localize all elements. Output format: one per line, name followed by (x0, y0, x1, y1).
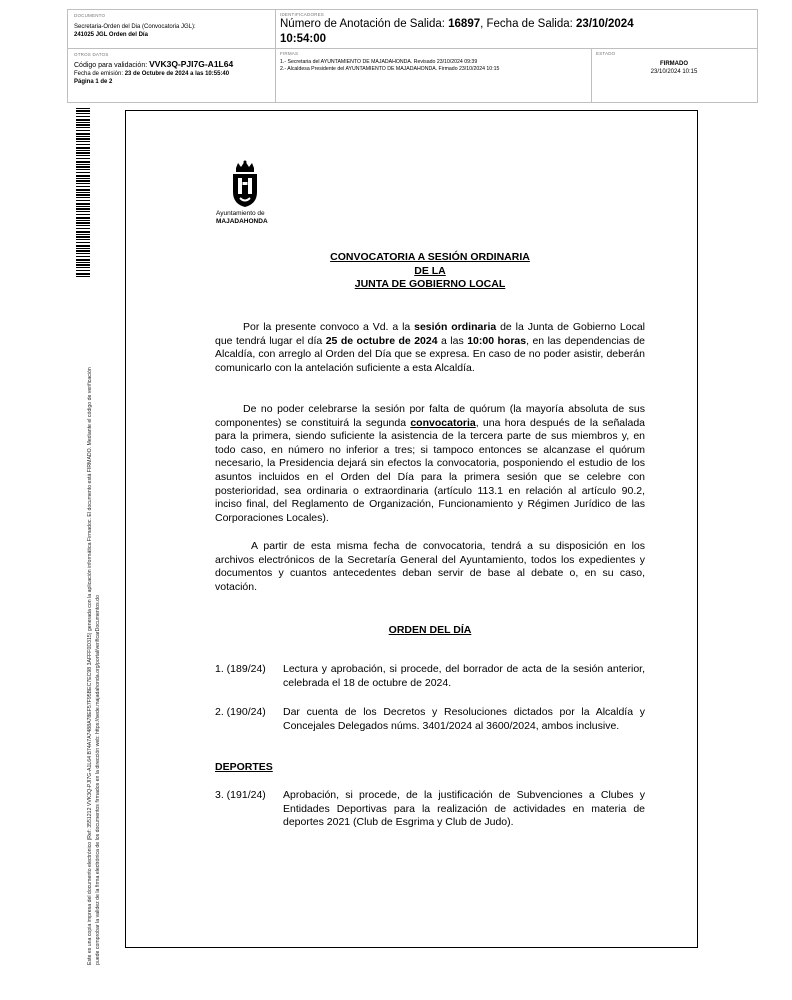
registro-prefix: Número de Anotación de Salida: (280, 18, 449, 30)
registro-fecha: 23/10/2024 (576, 18, 634, 30)
title-line3: JUNTA DE GOBIERNO LOCAL (354, 278, 506, 290)
otros-datos-cell (74, 52, 272, 86)
documento-line2: 241025 JGL Orden del Día (74, 32, 148, 38)
agenda-item (215, 706, 645, 733)
emision-valor: 23 de Octubre de 2024 a las 10:55:40 (124, 71, 230, 77)
codigo-label: Código para validación: (74, 62, 150, 69)
estado-valor: FIRMADO (660, 61, 688, 67)
logo-line2: MAJADAHONDA (216, 218, 268, 225)
orden-del-dia-title: ORDEN DEL DÍA (388, 624, 472, 636)
otros-caption: OTROS DATOS (74, 52, 109, 57)
paragraph-quorum: De no poder celebrarse la sesión por falta de quórum (la mayoría absoluta de sus componentes) se constituirá la segunda convocatoria, una hora después de la señalada para la primera, siendo suficiente la asistencia de la tercera parte de sus miembros y, en todo caso, en número no inferior a tres; si tampoco entonces se alcanzase el quórum necesario, la Presidencia dejará sin efectos la convocatoria, posponiendo el estudio de los asuntos incluidos en el Orden del Día para la primera sesión que se celebre con posterioridad, sea ordinaria o extraordinaria (artículo 113.1 en relación al artículo 90.2, inciso final, del Reglamento de Organización, Funcionamiento y Régimen Jurídico de las Corporaciones Locales). (215, 403, 646, 524)
documento-caption: DOCUMENTO (74, 13, 106, 18)
firma-1: 1.- Secretaria del AYUNTAMIENTO DE MAJADAHONDA. Revisado 23/10/2024 09:39 (280, 59, 478, 65)
logo-line1: Ayuntamiento de (216, 210, 265, 217)
coat-of-arms-icon (230, 160, 260, 208)
municipal-logo (216, 160, 278, 226)
estado-cell (596, 51, 752, 76)
side-text-line2: puede comprobar la validez de la firma electrónica de los documentos firmados en la dirección web: https://sede.majadahonda.org/portal/verificarDocumentos.do (95, 595, 101, 965)
document-header (67, 9, 758, 103)
verification-side-text (86, 275, 102, 965)
registro-hora: 10:54:00 (280, 33, 327, 45)
registro-line (280, 17, 750, 32)
bold-fecha: 25 de octubre de 2024 (325, 334, 438, 347)
section-deportes: DEPORTES (215, 761, 273, 773)
emision-label: Fecha de emisión: (74, 71, 125, 77)
agenda-item-number: 2. (190/24) (215, 706, 266, 718)
firmas-cell (280, 51, 588, 73)
fecha-emision (74, 70, 272, 78)
agenda-item (215, 789, 645, 830)
registro-numero: 16897 (448, 18, 481, 30)
registro-mid: , Fecha de Salida: (480, 18, 577, 30)
identifiers-cell (280, 12, 750, 47)
agenda-item (215, 663, 645, 690)
agenda-item-text: Lectura y aprobación, si procede, del borrador de acta de la sesión anterior, celebrada el 18 de octubre de 2024. (283, 663, 645, 689)
documento-line1: Secretaria-Orden del Dia (Convocatoria JGL): (74, 24, 196, 30)
estado-fecha: 23/10/2024 10:15 (650, 69, 698, 75)
ident-caption: IDENTIFICADORES (280, 12, 325, 17)
paragraph-convocatoria: Por la presente convoco a Vd. a la sesión ordinaria de la Junta de Gobierno Local que tendrá lugar el día 25 de octubre de 2024 a las 10:00 horas, en las dependencias de Alcaldía, con arreglo al Orden del Día que se expresa. En caso de no poder asistir, deberán comunicarlo con la antelación suficiente a esta Alcaldía. (215, 321, 645, 374)
agenda-item-number: 3. (191/24) (215, 789, 266, 801)
title-line2: DE LA (414, 264, 446, 277)
agenda-item-text: Aprobación, si procede, de la justificación de Subvenciones a Clubes y Entidades Deportivas para la realización de actividades en materia de deportes 2021 (Club de Esgrima y Club de Judo). (283, 789, 645, 829)
codigo-valor: VVK3Q-PJI7G-A1L64 (149, 59, 234, 69)
title-line1: CONVOCATORIA A SESIÓN ORDINARIA (330, 251, 530, 263)
document-title (215, 251, 645, 292)
codigo-validacion (74, 60, 272, 70)
document-cell (74, 13, 272, 39)
estado-caption: ESTADO (596, 51, 616, 56)
barcode (76, 108, 90, 278)
paragraph-disposicion: A partir de esta misma fecha de convocatoria, tendrá a su disposición en los archivos electrónicos de la Secretaría General del Ayuntamiento, todos los expedientes y documentos y cuantos antecedentes deban servir de base al debate o, en su caso, votación. (215, 540, 645, 593)
agenda-item-number: 1. (189/24) (215, 663, 266, 675)
firmas-caption: FIRMAS (280, 51, 299, 56)
firma-2: 2.- Alcaldesa Presidente del AYUNTAMIENTO DE MAJADAHONDA. Firmado 23/10/2024 10:15 (280, 66, 500, 72)
pagina-indicator: Página 1 de 2 (74, 79, 113, 85)
side-text-line1: Este es una copia impresa del documento electrónico (Ref: 3551212 VVK3Q-PJI7G-A1L64 B74A7A7488A78EF57F95BEC7EC98 3AFFF0D315) generada con la aplicación informática Firmadoc. El documento está FIRMADO. Mediante el código de verificación (87, 367, 93, 965)
bold-sesion: sesión ordinaria (414, 321, 497, 333)
bold-hora: 10:00 horas (467, 334, 527, 347)
agenda-item-text: Dar cuenta de los Decretos y Resoluciones dictados por la Alcaldía y Concejales Delegados núms. 3401/2024 al 3600/2024, ambos inclusive. (283, 706, 645, 732)
bold-convocatoria: convocatoria (410, 416, 476, 429)
